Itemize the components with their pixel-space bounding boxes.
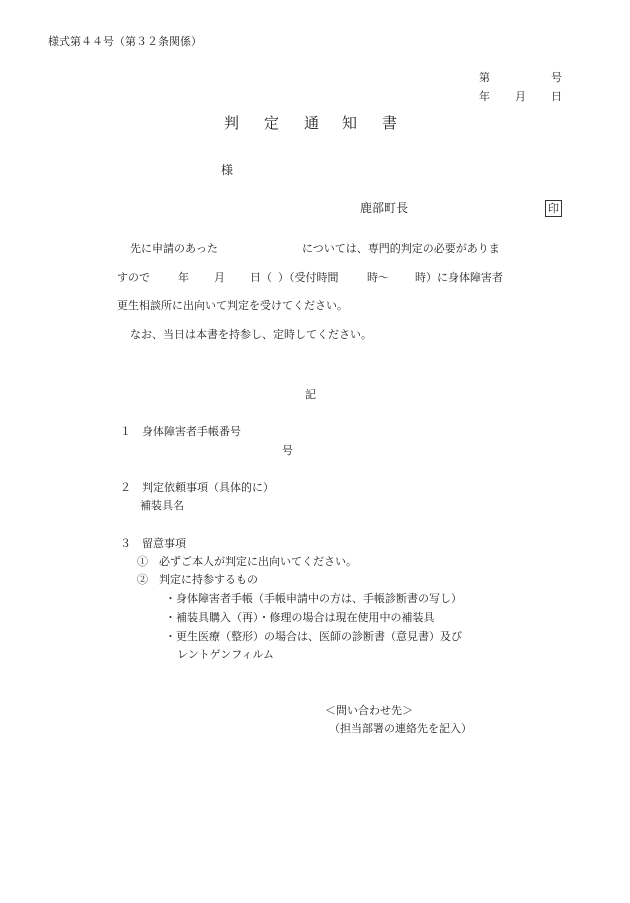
date-year: 年 xyxy=(479,90,490,103)
title-char: 定 xyxy=(264,114,280,132)
body-line2-year: 年 xyxy=(178,271,189,284)
item3-bullet3: ・更生医療（整形）の場合は、医師の診断書（意見書）及び xyxy=(165,630,462,643)
date-month: 月 xyxy=(515,90,526,103)
item3-bullet1: ・身体障害者手帳（手帳申請中の方は、手帳診断書の写し） xyxy=(165,592,462,605)
date-day: 日 xyxy=(551,90,562,103)
item1-label: １ 身体障害者手帳番号 xyxy=(120,425,241,438)
title-char: 判 xyxy=(224,114,240,132)
item3-label: ３ 留意事項 xyxy=(120,537,186,550)
item3-bullet3-cont: レントゲンフィルム xyxy=(177,648,274,661)
doc-number-suffix: 号 xyxy=(551,71,562,84)
item2-sub: 補装具名 xyxy=(140,499,184,512)
item3-bullet2: ・補装具購入（再）・修理の場合は現在使用中の補装具 xyxy=(165,611,435,624)
title-char: 知 xyxy=(342,114,358,132)
seal-mark: 印 xyxy=(545,200,562,217)
item2-label: ２ 判定依頼事項（具体的に） xyxy=(120,481,274,494)
body-line2-paren: ）（受付時間 xyxy=(278,271,339,284)
body-line1-b: については、専門的判定の必要がありま xyxy=(302,242,500,255)
addressee-suffix: 様 xyxy=(221,163,234,177)
item3-note2: ② 判定に持参するもの xyxy=(137,573,258,586)
ki-heading: 記 xyxy=(305,388,316,401)
title-char: 書 xyxy=(382,114,398,132)
body-line3: 更生相談所に出向いて判定を受けてください。 xyxy=(117,299,348,312)
body-line2-time2: 時）に身体障害者 xyxy=(415,271,503,284)
form-number: 様式第４４号（第３２条関係） xyxy=(48,35,202,48)
body-line2-a: すので xyxy=(117,271,150,284)
title-char: 通 xyxy=(304,114,320,132)
body-line2-month: 月 xyxy=(214,271,225,284)
body-line2-time1: 時～ xyxy=(367,271,389,284)
contact-heading: ＜問い合わせ先＞ xyxy=(325,704,413,717)
sender-name: 鹿部町長 xyxy=(360,201,409,215)
body-line2-day: 日（ xyxy=(250,271,272,284)
doc-number-prefix: 第 xyxy=(479,71,490,84)
body-line1-a: 先に申請のあった xyxy=(130,242,218,255)
contact-note: （担当部署の連絡先を記入） xyxy=(329,722,472,735)
item3-note1: ① 必ずご本人が判定に出向いてください。 xyxy=(137,555,357,568)
item1-suffix: 号 xyxy=(282,444,293,457)
body-line4: なお、当日は本書を持参し、定時してください。 xyxy=(130,328,372,341)
